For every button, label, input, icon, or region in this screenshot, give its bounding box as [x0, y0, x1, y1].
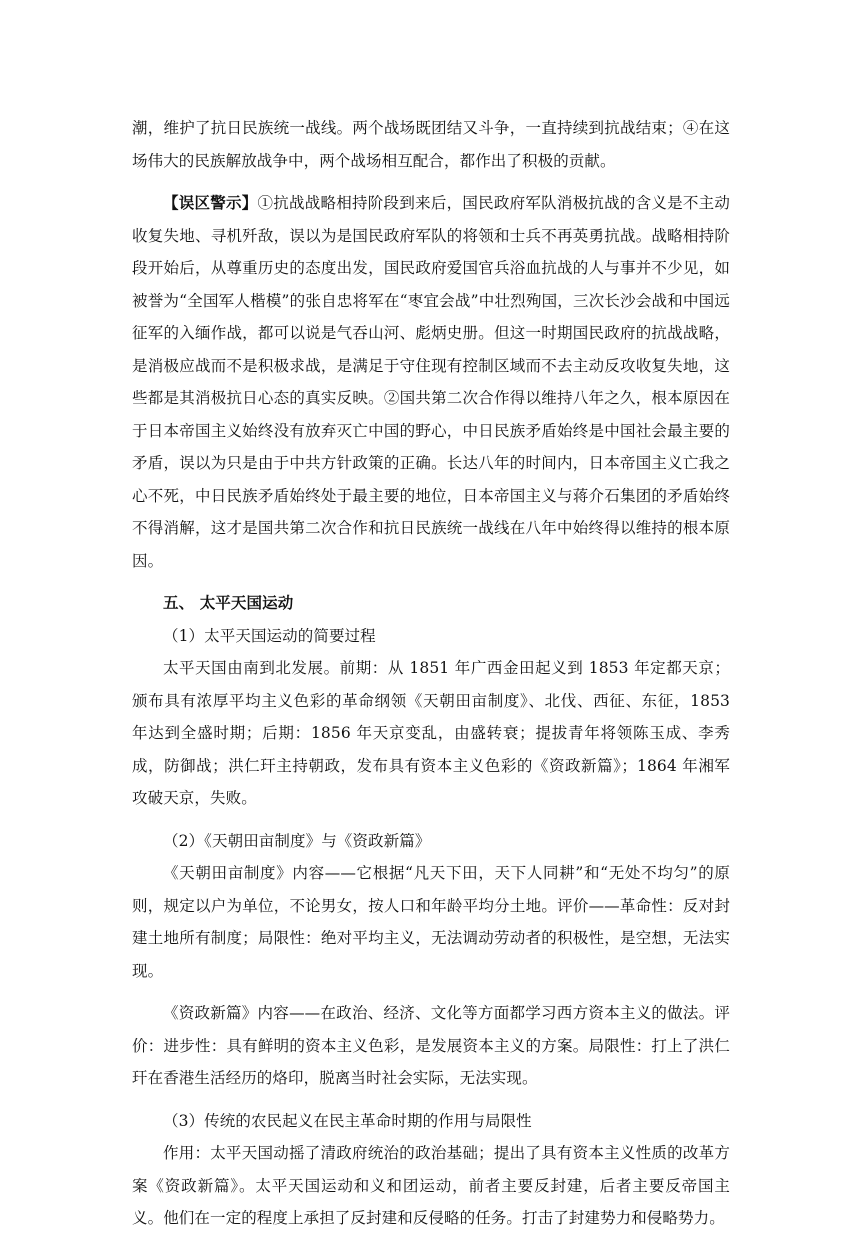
- warning-text: ①抗战战略相持阶段到来后，国民政府军队消极抗战的含义是不主动收复失地、寻机歼敌，误以为是国民政府军队的将领和士兵不再英勇抗战。战略相持阶段开始后，从尊重历史的态度出发，国民政府爱国官兵浴血抗战的人与事并不少见，如被誉为“全国军人楷模”的张自忠将军在“枣宜会战”中壮烈殉国，三次长沙会战和中国远征军的入缅作战，都可以说是气吞山河、彪炳史册。但这一时期国民政府的抗战战略，是消极应战而不是积极求战，是满足于守住现有控制区域而不去主动反攻收复失地，这些都是其消极抗日心态的真实反映。②国共第二次合作得以维持八年之久，根本原因在于日本帝国主义始终没有放弃灭亡中国的野心，中日民族矛盾始终是中国社会最主要的矛盾，误以为只是由于中共方针政策的正确。长达八年的时间内，日本帝国主义亡我之心不死，中日民族矛盾始终处于最主要的地位，日本帝国主义与蒋介石集团的矛盾始终不得消解，这才是国共第二次合作和抗日民族统一战线在八年中始终得以维持的根本原因。: [132, 194, 730, 570]
- paragraph-tianchao: 《天朝田亩制度》内容——它根据“凡天下田，天下人同耕”和“无处不均匀”的原则，规定以户为单位，不论男女，按人口和年龄平均分土地。评价——革命性：反对封建土地所有制度；局限性：绝对平均主义，无法调动劳动者的积极性，是空想，无法实现。: [132, 864, 730, 980]
- paragraph-peasant-uprising: 作用：太平天国动摇了清政府统治的政治基础；提出了具有资本主义性质的改革方案《资政新篇》。太平天国运动和义和团运动，前者主要反封建，后者主要反帝国主义。他们在一定的程度上承担了反封建和反侵略的任务。打击了封建势力和侵略势力。: [132, 1144, 730, 1227]
- subsection-title-2: （2）《天朝田亩制度》与《资政新篇》: [163, 831, 431, 850]
- section-title-taiping: 五、 太平天国运动: [163, 593, 294, 612]
- document-body: [132, 112, 730, 1245]
- subsection-title-1: （1）太平天国运动的简要过程: [163, 626, 376, 645]
- paragraph-zizheng: 《资政新篇》内容——在政治、经济、文化等方面都学习西方资本主义的做法。评价：进步性：具有鲜明的资本主义色彩，是发展资本主义的方案。局限性：打上了洪仁玕在香港生活经历的烙印，脱离当时社会实际，无法实现。: [132, 1004, 730, 1087]
- paragraph-process: 太平天国由南到北发展。前期：从 1851 年广西金田起义到 1853 年定都天京；颁布具有浓厚平均主义色彩的革命纲领《天朝田亩制度》、北伐、西征、东征，1853 年达到全盛时期；后期：1856 年天京变乱，由盛转衰；提拔青年将领陈玉成、李秀成，防御战；洪仁玕主持朝政，发布具有资本主义色彩的《资政新篇》；1864 年湘军攻破天京，失败。: [132, 659, 730, 807]
- paragraph-warning: [132, 187, 730, 577]
- subsection-title-3: （3）传统的农民起义在民主革命时期的作用与局限性: [163, 1111, 532, 1130]
- paragraph-continuation: 潮，维护了抗日民族统一战线。两个战场既团结又斗争，一直持续到抗战结束；④在这场伟大的民族解放战争中，两个战场相互配合，都作出了积极的贡献。: [132, 119, 730, 170]
- warning-label: 【误区警示】: [163, 193, 258, 212]
